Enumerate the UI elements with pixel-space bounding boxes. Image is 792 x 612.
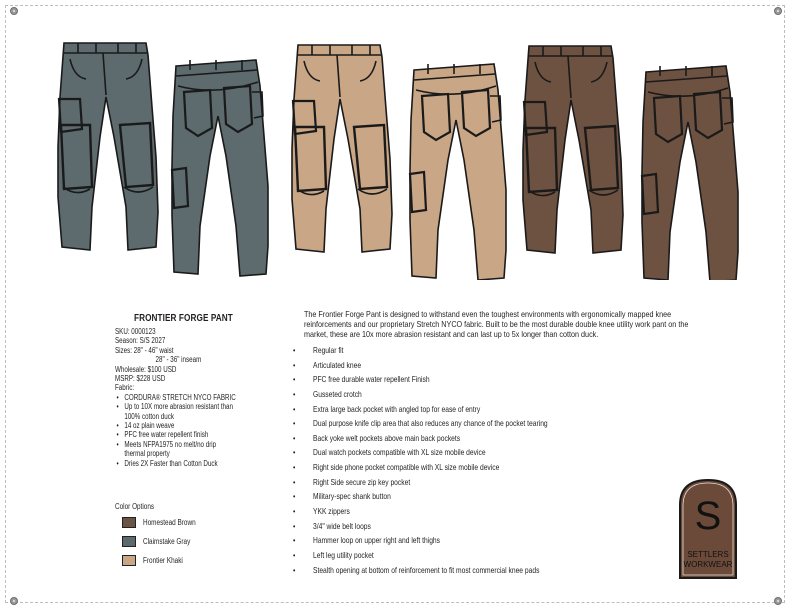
pant-gray-back	[172, 60, 268, 276]
swatch-label-frontier-khaki: Frontier Khaki	[143, 556, 183, 565]
feature-item: • Left leg utility pocket	[293, 550, 548, 565]
feature-item: • Hammer loop on upper right and left thighs	[293, 535, 548, 550]
pant-brown-back	[642, 66, 738, 280]
logo-line2: WORKWEAR	[683, 560, 733, 569]
pant-brown-front	[523, 46, 623, 253]
feature-item: • PFC free durable water repellent Finish	[293, 374, 548, 389]
grommet-icon	[774, 7, 782, 15]
feature-item: • Right side phone pocket compatible with XL size mobile device	[293, 462, 548, 477]
feature-item: • Military-spec shank button	[293, 491, 548, 506]
swatch-label-homestead-brown: Homestead Brown	[143, 518, 196, 527]
pants-svg	[0, 30, 792, 280]
pant-khaki-front	[292, 45, 392, 252]
feature-list	[293, 345, 548, 579]
feature-item: • Stealth opening at bottom of reinforcement to fit most commercial knee pads	[293, 565, 548, 580]
feature-item: • Extra large back pocket with angled top for ease of entry	[293, 404, 548, 419]
product-specs	[115, 327, 236, 468]
fabric-label: Fabric:	[115, 383, 135, 393]
product-description	[304, 309, 689, 339]
feature-item: • Regular fit	[293, 345, 548, 360]
feature-item: • Articulated knee	[293, 360, 548, 375]
logo-badge-icon	[677, 477, 739, 581]
fabric-list	[115, 393, 236, 468]
sizes-waist: Sizes: 28" - 46" waist	[115, 345, 174, 355]
feature-item: • Back yoke welt pockets above main back pockets	[293, 433, 548, 448]
fabric-item: • CORDURA® STRETCH NYCO FABRIC	[115, 393, 236, 402]
feature-item: • Right Side secure zip key pocket	[293, 477, 548, 492]
product-title: FRONTIER FORGE PANT	[134, 313, 233, 324]
logo-letter: S	[694, 494, 722, 538]
grommet-icon	[10, 7, 18, 15]
logo-line1: SETTLERS	[687, 550, 729, 559]
swatch-claimstake-gray	[122, 536, 136, 547]
sizes-inseam: 28" - 36" inseam	[155, 355, 202, 365]
color-options-title: Color Options	[115, 502, 155, 511]
description-text: The Frontier Forge Pant is designed to withstand even the toughest environments with ergonomically mapped knee reinforcements and our proprietary Stretch NYCO fabric. Built to be the most durable double knee utility work pant on the market, these are 10x more abrasion resistant and can last up to 5x longer than cotton duck.	[304, 309, 689, 339]
fabric-item: • Meets NFPA1975 no melt/no drip thermal property	[115, 440, 236, 459]
grommet-icon	[10, 597, 18, 605]
fabric-item: • 14 oz plain weave	[115, 421, 236, 430]
feature-item: • Dual watch pockets compatible with XL size mobile device	[293, 447, 548, 462]
settlers-workwear-logo	[677, 477, 739, 586]
swatch-frontier-khaki	[122, 555, 136, 566]
grommet-icon	[774, 597, 782, 605]
feature-item: • 3/4" wide belt loops	[293, 521, 548, 536]
sku: SKU: 0000123	[115, 327, 156, 336]
pant-khaki-back	[410, 64, 506, 280]
fabric-item: • Dries 2X Faster than Cotton Duck	[115, 459, 236, 468]
season: Season: S/S 2027	[115, 336, 166, 346]
fabric-item: • Up to 10X more abrasion resistant than 100% cotton duck	[115, 402, 236, 421]
pant-gray-front	[58, 43, 158, 250]
feature-item: • YKK zippers	[293, 506, 548, 521]
wholesale-price: Wholesale: $100 USD	[115, 364, 177, 374]
feature-item: • Dual purpose knife clip area that also reduces any chance of the pocket tearing	[293, 418, 548, 433]
msrp-price: MSRP: $228 USD	[115, 374, 166, 384]
pants-illustrations	[0, 30, 792, 280]
swatch-homestead-brown	[122, 517, 136, 528]
swatch-label-claimstake-gray: Claimstake Gray	[143, 537, 191, 546]
fabric-item: • PFC free water repellent finish	[115, 430, 236, 439]
feature-item: • Gusseted crotch	[293, 389, 548, 404]
